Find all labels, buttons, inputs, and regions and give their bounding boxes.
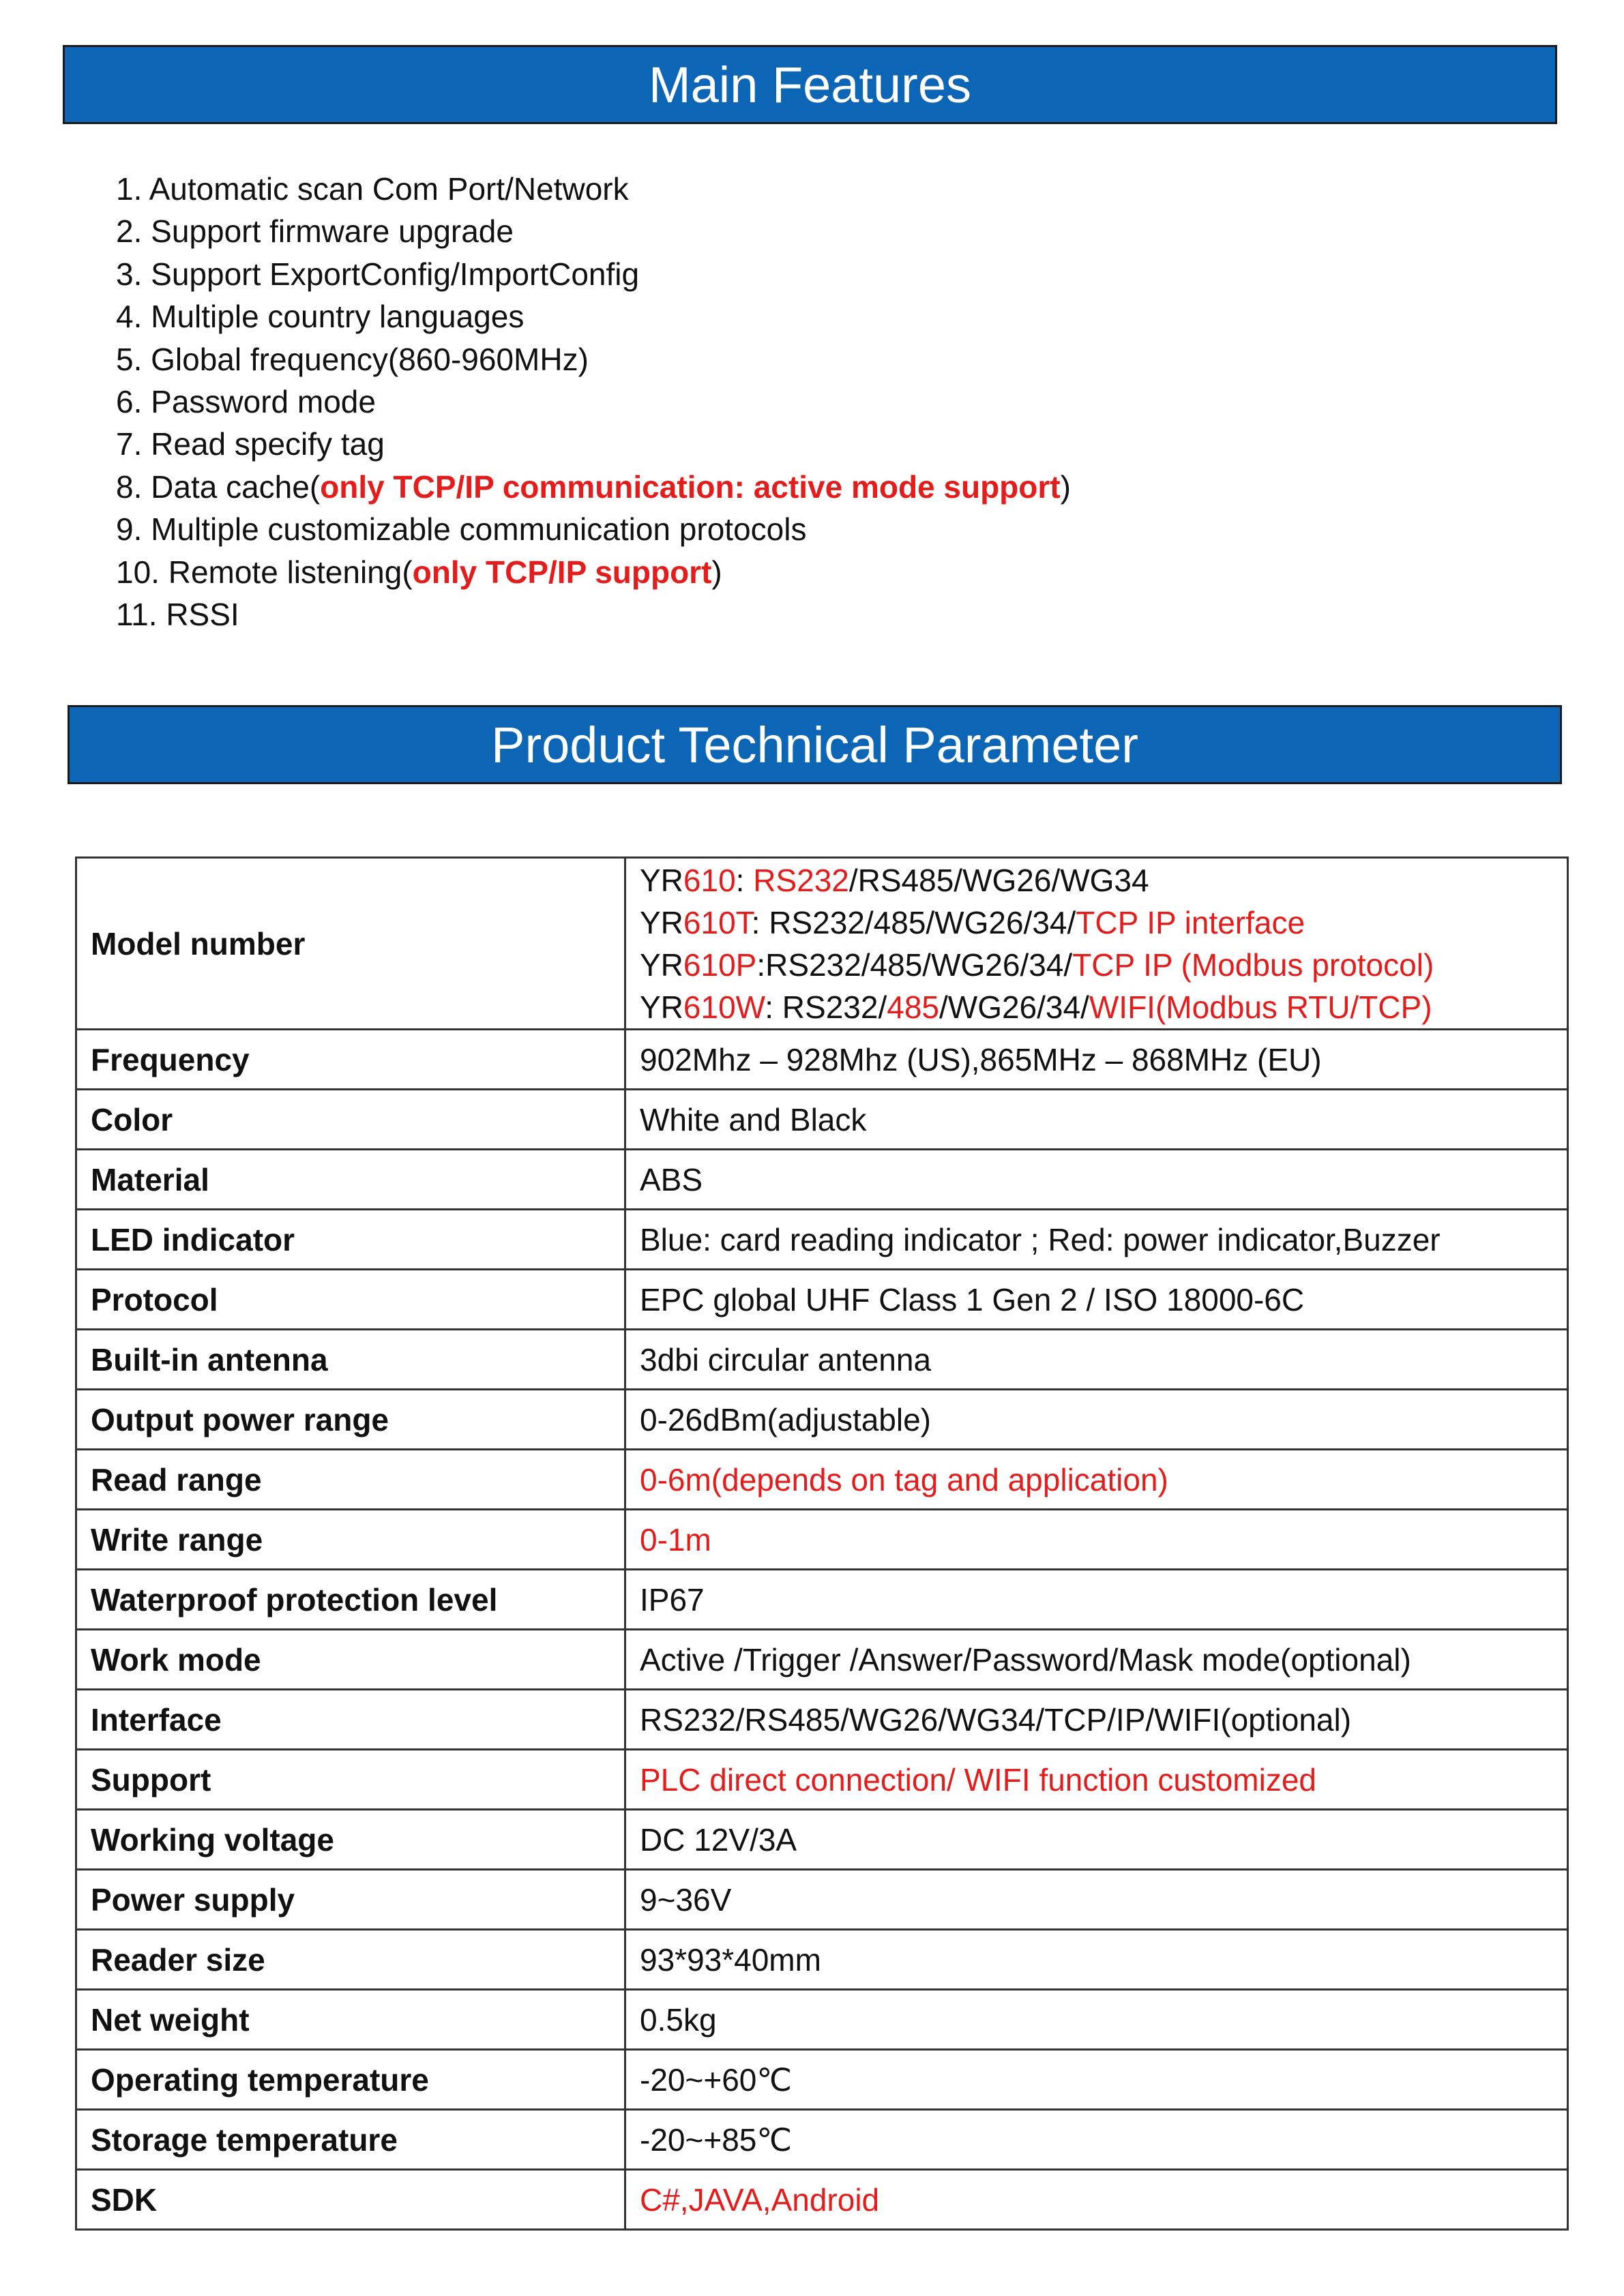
- parameter-table: [75, 856, 1569, 2231]
- param-value: DC 12V/3A: [625, 1810, 1568, 1870]
- model-line: YR610T: RS232/485/WG26/34/TCP IP interface: [640, 904, 1305, 940]
- table-row-reader-size: [76, 1930, 1568, 1990]
- param-label: Support: [76, 1750, 625, 1810]
- table-row-storage-temperature: [76, 2110, 1568, 2170]
- table-row-color: [76, 1090, 1568, 1150]
- param-label: Reader size: [76, 1930, 625, 1990]
- feature-item: 4. Multiple country languages: [116, 299, 525, 335]
- param-label: LED indicator: [76, 1210, 625, 1270]
- param-label: Color: [76, 1090, 625, 1150]
- features-list: [116, 168, 1071, 636]
- param-label: Working voltage: [76, 1810, 625, 1870]
- param-label: Interface: [76, 1690, 625, 1750]
- param-value-model: [625, 858, 1568, 1030]
- feature-item: 2. Support firmware upgrade: [116, 213, 514, 250]
- param-label: Waterproof protection level: [76, 1570, 625, 1630]
- table-row-work-mode: [76, 1630, 1568, 1690]
- param-label: SDK: [76, 2170, 625, 2230]
- param-value: Blue: card reading indicator ; Red: power indicator,Buzzer: [625, 1210, 1568, 1270]
- table-row-power-supply: [76, 1870, 1568, 1930]
- param-value: Active /Trigger /Answer/Password/Mask mode(optional): [625, 1630, 1568, 1690]
- model-line: YR610W: RS232/485/WG26/34/WIFI(Modbus RTU/TCP): [640, 989, 1432, 1025]
- param-label: Protocol: [76, 1270, 625, 1330]
- feature-item: 9. Multiple customizable communication protocols: [116, 511, 807, 548]
- param-value: 0.5kg: [625, 1990, 1568, 2050]
- table-row-protocol: [76, 1270, 1568, 1330]
- table-row-working-voltage: [76, 1810, 1568, 1870]
- param-value: PLC direct connection/ WIFI function customized: [625, 1750, 1568, 1810]
- technical-parameter-title: Product Technical Parameter: [491, 716, 1138, 773]
- param-value: -20~+60℃: [625, 2050, 1568, 2110]
- technical-parameter-banner: [68, 705, 1562, 784]
- table-row-read-range: [76, 1450, 1568, 1510]
- feature-item: 1. Automatic scan Com Port/Network: [116, 171, 629, 207]
- param-value: 93*93*40mm: [625, 1930, 1568, 1990]
- feature-note: only TCP/IP communication: active mode support: [320, 468, 1061, 505]
- feature-item: 3. Support ExportConfig/ImportConfig: [116, 256, 640, 292]
- param-label: Frequency: [76, 1030, 625, 1090]
- param-label: Storage temperature: [76, 2110, 625, 2170]
- param-label: Work mode: [76, 1630, 625, 1690]
- model-line: YR610P:RS232/485/WG26/34/TCP IP (Modbus protocol): [640, 946, 1434, 983]
- param-value: 0-6m(depends on tag and application): [625, 1450, 1568, 1510]
- feature-item: 7. Read specify tag: [116, 426, 385, 462]
- feature-item: 5. Global frequency(860-960MHz): [116, 341, 589, 377]
- param-value: 0-1m: [625, 1510, 1568, 1570]
- param-value: ABS: [625, 1150, 1568, 1210]
- feature-item: 10. Remote listening(only TCP/IP support): [116, 554, 722, 590]
- param-label: Write range: [76, 1510, 625, 1570]
- param-label: Power supply: [76, 1870, 625, 1930]
- param-label: Material: [76, 1150, 625, 1210]
- param-value: 902Mhz – 928Mhz (US),865MHz – 868MHz (EU): [625, 1030, 1568, 1090]
- table-row-model-number: [76, 858, 1568, 1030]
- model-line: YR610: RS232/RS485/WG26/WG34: [640, 862, 1149, 898]
- table-row-output-power-range: [76, 1390, 1568, 1450]
- param-value: IP67: [625, 1570, 1568, 1630]
- table-row-built-in-antenna: [76, 1330, 1568, 1390]
- param-value: -20~+85℃: [625, 2110, 1568, 2170]
- table-row-interface: [76, 1690, 1568, 1750]
- param-value: EPC global UHF Class 1 Gen 2 / ISO 18000-6C: [625, 1270, 1568, 1330]
- param-value: 0-26dBm(adjustable): [625, 1390, 1568, 1450]
- param-label: Net weight: [76, 1990, 625, 2050]
- param-label: Read range: [76, 1450, 625, 1510]
- param-label: Built-in antenna: [76, 1330, 625, 1390]
- main-features-banner: [63, 45, 1557, 124]
- param-value: 9~36V: [625, 1870, 1568, 1930]
- table-row-material: [76, 1150, 1568, 1210]
- param-value: White and Black: [625, 1090, 1568, 1150]
- feature-item: 8. Data cache(only TCP/IP communication: active mode support): [116, 468, 1071, 505]
- table-row-net-weight: [76, 1990, 1568, 2050]
- param-value: C#,JAVA,Android: [625, 2170, 1568, 2230]
- feature-item: 6. Password mode: [116, 384, 376, 420]
- table-row-frequency: [76, 1030, 1568, 1090]
- table-row-support: [76, 1750, 1568, 1810]
- param-label: Model number: [76, 858, 625, 1030]
- feature-item: 11. RSSI: [116, 597, 239, 633]
- main-features-title: Main Features: [649, 56, 971, 113]
- param-value: RS232/RS485/WG26/WG34/TCP/IP/WIFI(optional): [625, 1690, 1568, 1750]
- param-label: Operating temperature: [76, 2050, 625, 2110]
- param-value: 3dbi circular antenna: [625, 1330, 1568, 1390]
- param-label: Output power range: [76, 1390, 625, 1450]
- table-row-write-range: [76, 1510, 1568, 1570]
- table-row-operating-temperature: [76, 2050, 1568, 2110]
- feature-note: only TCP/IP support: [412, 554, 712, 590]
- table-row-waterproof-level: [76, 1570, 1568, 1630]
- table-row-led-indicator: [76, 1210, 1568, 1270]
- table-row-sdk: [76, 2170, 1568, 2230]
